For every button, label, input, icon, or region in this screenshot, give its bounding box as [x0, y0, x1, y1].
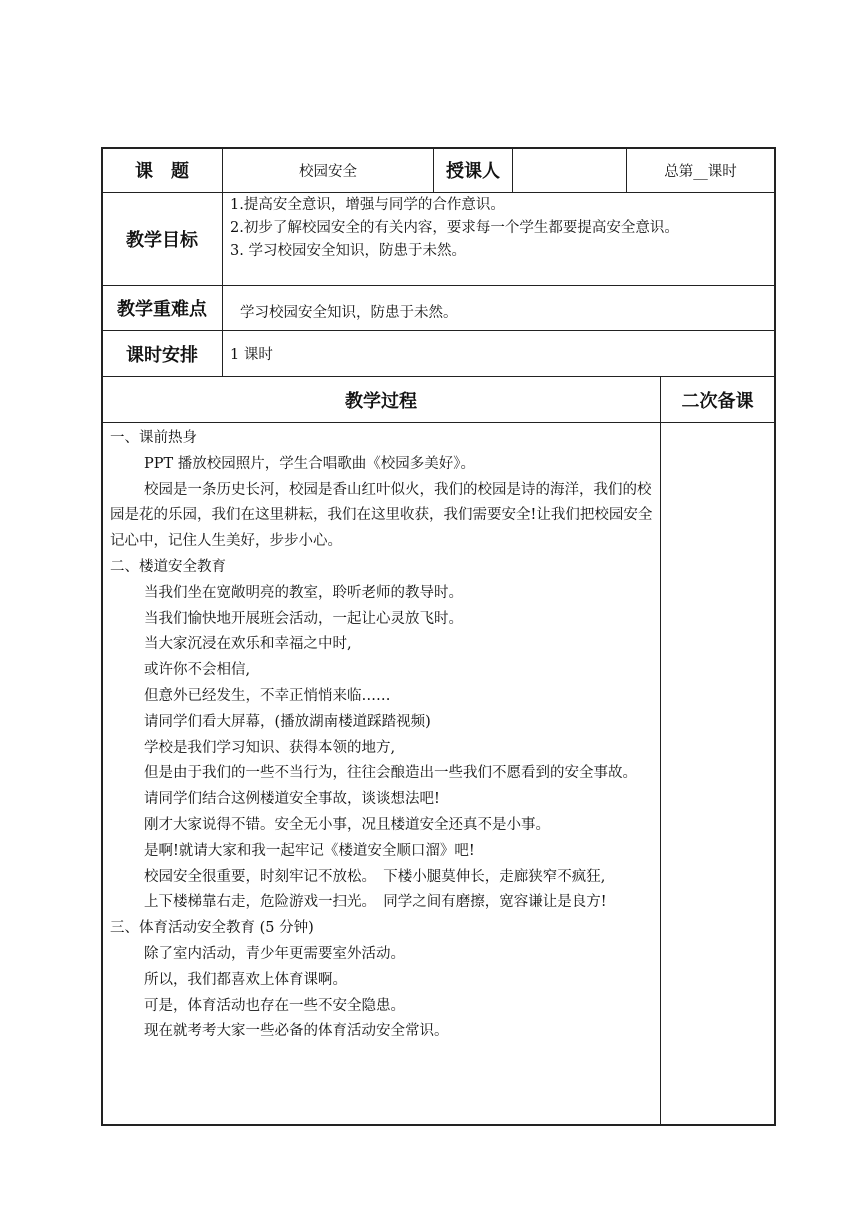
- paragraph: 刚才大家说得不错。安全无小事，况且楼道安全还真不是小事。: [144, 816, 550, 833]
- paragraph: 但是由于我们的一些不当行为，往往会酿造出一些我们不愿看到的安全事故。: [144, 765, 637, 782]
- key-points-label: 教学重难点: [117, 299, 207, 320]
- table-border-right: [774, 147, 776, 1125]
- row-divider: [101, 422, 776, 423]
- table-border-bottom: [101, 1124, 776, 1126]
- paragraph: 请同学们结合这例楼道安全事故，谈谈想法吧!: [144, 791, 440, 808]
- paragraph: 校园安全很重要，时刻牢记不放松。 下楼小腿莫伸长，走廊狭窄不疯狂,: [144, 868, 606, 885]
- paragraph: 校园是一条历史长河，校园是香山红叶似火，我们的校园是诗的海洋，我们的校园是花的乐园，我们在这里耕耘，我们在这里收获，我们需要安全!让我们把校园安全记心中，记住人生美好，步步小心。: [110, 481, 653, 550]
- paragraph: 除了室内活动，青少年更需要室外活动。: [144, 945, 405, 962]
- paragraph: 请同学们看大屏幕，(播放湖南楼道踩踏视频): [144, 713, 431, 730]
- objective-item: 2.初步了解校园安全的有关内容，要求每一个学生都要提高安全意识。: [230, 220, 679, 236]
- section-heading: 二、楼道安全教育: [110, 558, 226, 575]
- paragraph: 当大家沉浸在欢乐和幸福之中时,: [144, 636, 352, 653]
- lesson-number: 总第__课时: [664, 163, 737, 180]
- paragraph: 或许你不会相信,: [144, 662, 251, 679]
- column-divider: [660, 376, 661, 1125]
- objectives-list: [230, 194, 770, 263]
- paragraph: 当我们愉快地开展班会活动，一起让心灵放飞时。: [144, 610, 463, 627]
- objective-item: 1.提高安全意识，增强与同学的合作意识。: [230, 197, 505, 213]
- paragraph: PPT 播放校园照片，学生合唱歌曲《校园多美好》。: [144, 455, 476, 472]
- teacher-label: 授课人: [446, 161, 500, 182]
- schedule-label: 课时安排: [126, 344, 198, 366]
- paragraph: 当我们坐在宽敞明亮的教室，聆听老师的教导时。: [144, 584, 463, 601]
- paragraph: 学校是我们学习知识、获得本领的地方,: [144, 739, 396, 756]
- paragraph: 所以，我们都喜欢上体育课啊。: [144, 971, 347, 988]
- section-heading: 一、课前热身: [110, 430, 197, 446]
- topic-value: 校园安全: [299, 163, 357, 180]
- objectives-label: 教学目标: [126, 230, 198, 251]
- topic-label: 课 题: [135, 161, 189, 182]
- paragraph: 但意外已经发生，不幸正悄悄来临……: [144, 687, 391, 704]
- objective-item: 3. 学习校园安全知识，防患于未然。: [230, 243, 466, 259]
- secondary-label: 二次备课: [681, 390, 754, 412]
- teaching-process-content: [110, 426, 658, 1045]
- schedule-value: 1 课时: [230, 347, 273, 363]
- teacher-value: [513, 148, 626, 192]
- process-label: 教学过程: [345, 390, 417, 412]
- paragraph: 上下楼梯靠右走，危险游戏一扫光。 同学之间有磨擦，宽容谦让是良方!: [144, 894, 607, 911]
- paragraph: 现在就考考大家一些必备的体育活动安全常识。: [144, 1023, 449, 1040]
- paragraph: 可是，体育活动也存在一些不安全隐患。: [144, 997, 405, 1014]
- section-heading: 三、体育活动安全教育 (5 分钟): [110, 920, 314, 937]
- paragraph: 是啊!就请大家和我一起牢记《楼道安全顺口溜》吧!: [144, 842, 475, 859]
- key-points-value: 学习校园安全知识，防患于未然。: [240, 304, 458, 321]
